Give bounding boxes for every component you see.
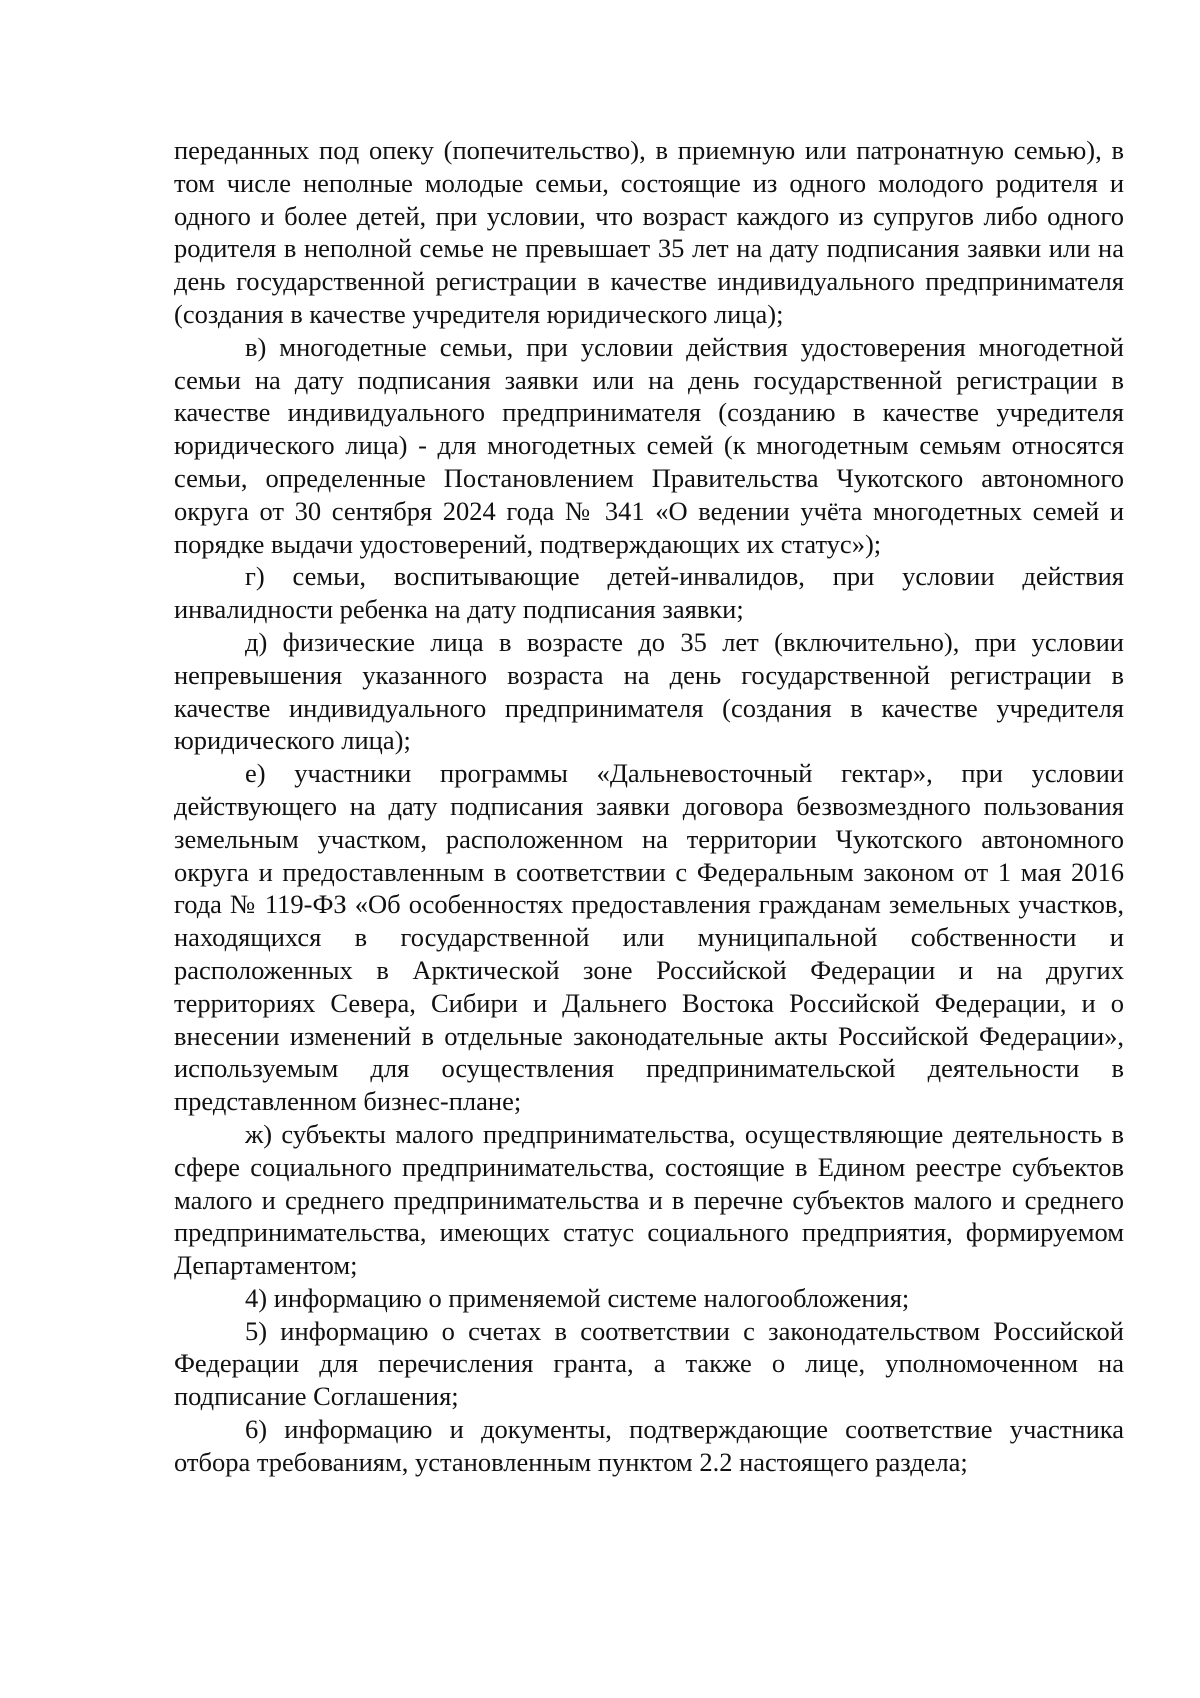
paragraph-item-4: 4) информацию о применяемой системе налогообложения; xyxy=(245,1282,910,1313)
paragraph-item-e: е) участники программы «Дальневосточный гектар», при условии действующего на дату подписания заявки договора безвозмездного пользования земельным участком, расположенном на территории Чукотского автономного округа и предоставленным в соответствии с Федеральным законом от 1 мая 2016 года № 119-ФЗ «Об особенностях предоставления гражданам земельных участков, находящихся в государственной или муниципальной собственности и расположенных в Арктической зоне Российской Федерации и на других территориях Севера, Сибири и Дальнего Востока Российской Федерации, и о внесении изменений в отдельные законодательные акты Российской Федерации», используемым для осуществления предпринимательской деятельности в представленном бизнес-плане; xyxy=(174,758,1124,1117)
document-page xyxy=(174,134,1124,1479)
paragraph-item-d: д) физические лица в возрасте до 35 лет (включительно), при условии непревышения указанного возраста на день государственной регистрации в качестве индивидуального предпринимателя (создания в качестве учредителя юридического лица); xyxy=(174,626,1124,756)
paragraph-item-6: 6) информацию и документы, подтверждающие соответствие участника отбора требованиям, установленным пунктом 2.2 настоящего раздела; xyxy=(174,1414,1124,1477)
paragraph-item-zh: ж) субъекты малого предпринимательства, осуществляющие деятельность в сфере социального предпринимательства, состоящие в Едином реестре субъектов малого и среднего предпринимательства и в перечне субъектов малого и среднего предпринимательства, имеющих статус социального предприятия, формируемом Департаментом; xyxy=(174,1118,1124,1281)
paragraph-item-v: в) многодетные семьи, при условии действия удостоверения многодетной семьи на дату подписания заявки или на день государственной регистрации в качестве индивидуального предпринимателя (созданию в качестве учредителя юридического лица) - для многодетных семей (к многодетным семьям относятся семьи, определенные Постановлением Правительства Чукотского автономного округа от 30 сентября 2024 года № 341 «О ведении учёта многодетных семей и порядке выдачи удостоверений, подтверждающих их статус»); xyxy=(174,331,1124,559)
paragraph-continuation: переданных под опеку (попечительство), в приемную или патронатную семью), в том числе неполные молодые семьи, состоящие из одного молодого родителя и одного и более детей, при условии, что возраст каждого из супругов либо одного родителя в неполной семье не превышает 35 лет на дату подписания заявки или на день государственной регистрации в качестве индивидуального предпринимателя (создания в качестве учредителя юридического лица); xyxy=(174,135,1124,329)
paragraph-item-g: г) семьи, воспитывающие детей-инвалидов, при условии действия инвалидности ребенка на дату подписания заявки; xyxy=(174,561,1124,625)
paragraph-item-5: 5) информацию о счетах в соответствии с законодательством Российской Федерации для перечисления гранта, а также о лице, уполномоченном на подписание Соглашения; xyxy=(174,1315,1124,1412)
